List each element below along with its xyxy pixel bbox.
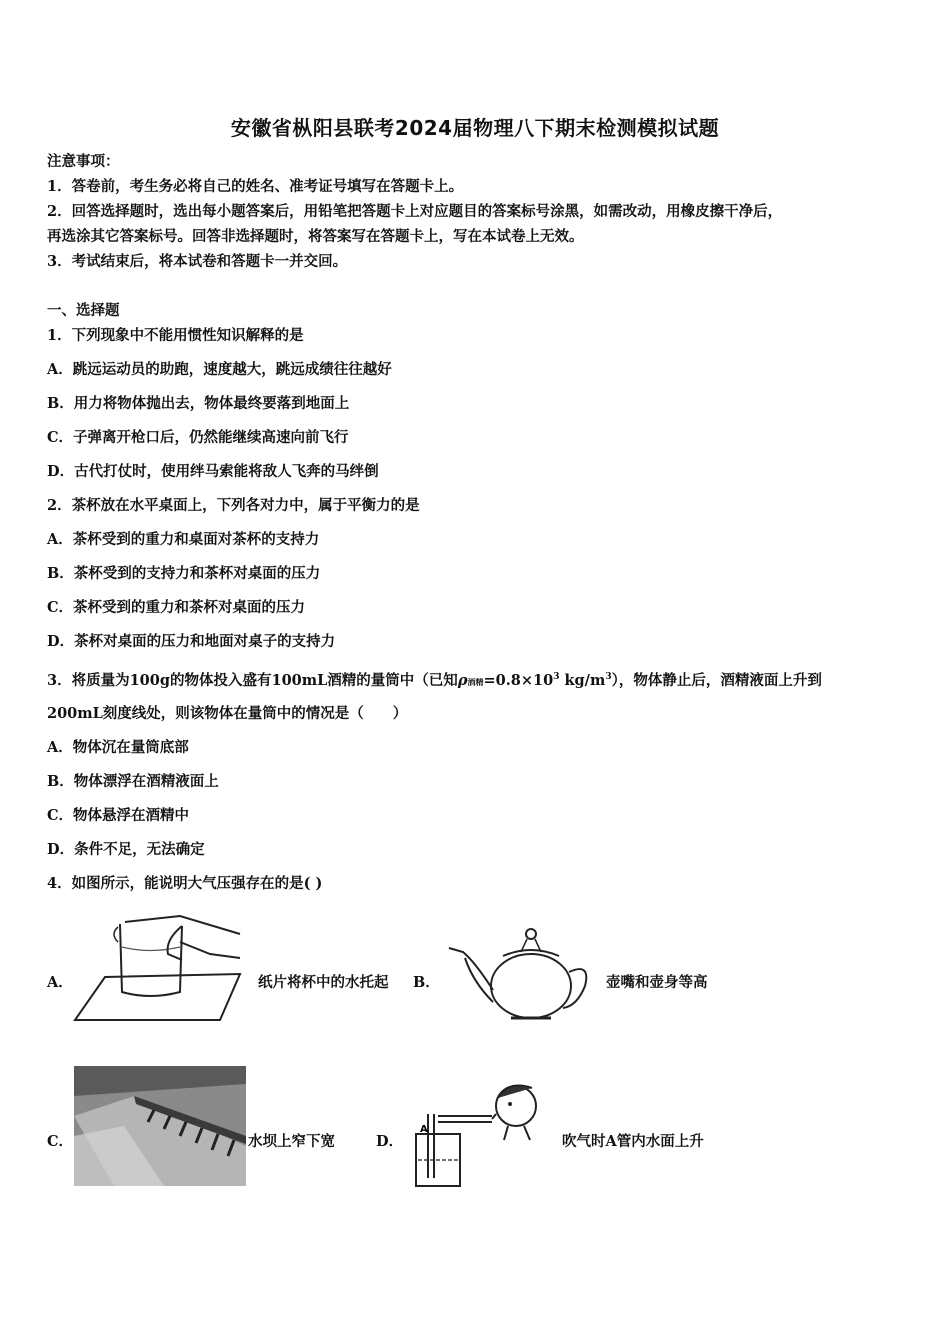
notice-item-1: 1．答卷前，考生务必将自己的姓名、准考证号填写在答题卡上。 xyxy=(47,178,464,195)
cup-paper-illustration xyxy=(70,912,245,1024)
page-title: 安徽省枞阳县联考2024届物理八下期末检测模拟试题 xyxy=(230,116,720,140)
q3-stem-c: ），物体静止后，酒精液面上升到 xyxy=(611,671,822,689)
rho-symbol: ρ xyxy=(457,671,468,689)
q2-option-c: C．茶杯受到的重力和茶杯对桌面的压力 xyxy=(47,599,306,616)
q4-b-text: 壶嘴和壶身等高 xyxy=(606,974,708,991)
q4-a-label: A． xyxy=(47,974,73,991)
q4-b-label: B． xyxy=(413,974,440,991)
notice-item-2: 2．回答选择题时，选出每小题答案后，用铅笔把答题卡上对应题目的答案标号涂黑，如需改动，用橡皮擦干净后， xyxy=(47,203,783,220)
teapot-illustration xyxy=(445,922,595,1030)
q4-c-label: C． xyxy=(47,1133,74,1150)
q3-option-c: C．物体悬浮在酒精中 xyxy=(47,807,190,824)
notice-item-3: 3．考试结束后，将本试卷和答题卡一并交回。 xyxy=(47,253,348,270)
q3-unit: kg/m xyxy=(559,671,606,689)
q3-unit-exponent: 3 xyxy=(605,672,612,682)
q3-exponent: 3 xyxy=(553,672,560,682)
q3-option-d: D．条件不足，无法确定 xyxy=(47,841,205,858)
blowing-tube-illustration xyxy=(412,1074,544,1190)
q3-stem-b: =0.8×10 xyxy=(483,671,554,689)
rho-subscript: 酒精 xyxy=(467,676,484,687)
q2-option-a: A．茶杯受到的重力和桌面对茶杯的支持力 xyxy=(47,531,320,548)
q1-option-c: C．子弹离开枪口后，仍然能继续高速向前飞行 xyxy=(47,429,349,446)
q1-option-d: D．古代打仗时，使用绊马索能将敌人飞奔的马绊倒 xyxy=(47,463,379,480)
q4-d-label: D． xyxy=(376,1133,404,1150)
q4-stem: 4．如图所示，能说明大气压强存在的是( ) xyxy=(47,875,323,892)
q3-option-a: A．物体沉在量筒底部 xyxy=(47,739,189,756)
q4-c-text: 水坝上窄下宽 xyxy=(248,1133,335,1150)
q1-option-a: A．跳远运动员的助跑，速度越大，跳远成绩往往越好 xyxy=(47,361,392,378)
tube-a-label: A xyxy=(420,1124,428,1135)
notice-heading: 注意事项： xyxy=(47,153,120,170)
q1-option-b: B．用力将物体抛出去，物体最终要落到地面上 xyxy=(47,395,350,412)
notice-item-2-cont: 再选涂其它答案标号。回答非选择题时，将答案写在答题卡上，写在本试卷上无效。 xyxy=(47,228,584,245)
dam-photo xyxy=(74,1066,246,1186)
q1-stem: 1．下列现象中不能用惯性知识解释的是 xyxy=(47,327,304,344)
q4-d-text: 吹气时A管内水面上升 xyxy=(562,1133,704,1150)
q3-option-b: B．物体漂浮在酒精液面上 xyxy=(47,773,219,790)
q2-stem: 2．茶杯放在水平桌面上，下列各对力中，属于平衡力的是 xyxy=(47,497,420,514)
section-heading: 一、选择题 xyxy=(47,302,120,319)
q3-stem xyxy=(47,667,822,692)
q3-stem-line2: 200mL刻度线处，则该物体在量筒中的情况是（ ） xyxy=(47,705,408,722)
q2-option-d: D．茶杯对桌面的压力和地面对桌子的支持力 xyxy=(47,633,336,650)
q3-stem-a: 3．将质量为100g的物体投入盛有100mL酒精的量筒中（已知 xyxy=(47,671,458,689)
q4-a-text: 纸片将杯中的水托起 xyxy=(258,974,389,991)
q2-option-b: B．茶杯受到的支持力和茶杯对桌面的压力 xyxy=(47,565,321,582)
